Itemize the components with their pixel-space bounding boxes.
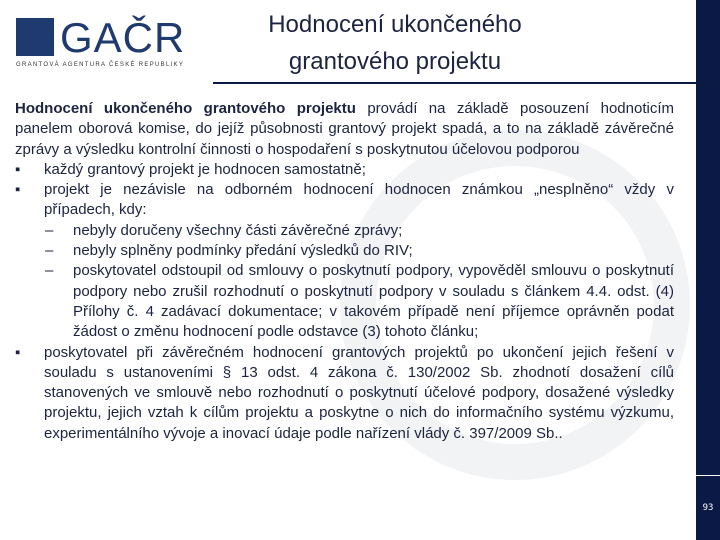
sub-bullet-item: – poskytovatel odstoupil od smlouvy o poskytnutí podpory, vypověděl smlouvu o poskytnutí podpory nebo zrušil rozhodnutí o poskytnutí podpory v souladu s článkem 4.4. odst. (4) Přílohy č. 4 zadávací dokumentace; v takovém případě není příjemce oprávněn podat žádost o změnu hodnocení podle odstavce (3) tohoto článku; [15,261,674,342]
side-bar [696,0,720,540]
bullet-item: ▪ projekt je nezávisle na odborném hodnocení hodnocen známkou „nesplněno“ vždy v případech, kdy: [15,180,674,221]
intro-text: provádí na základě posouzení hodnoticím panelem oborová komise, do jejíž působnosti grantový projekt spadá, a to na základě závěrečné zprávy a výsledku kontrolní činnosti o hospodaření s poskytnutou účelovou podporou [15,100,674,158]
gacr-logo [14,14,184,74]
bullet-item: ▪ každý grantový projekt je hodnocen samostatně; [15,160,674,180]
title-rule [213,82,696,84]
side-bar-divider [696,475,720,476]
sub-bullet-item: – nebyly doručeny všechny části závěrečné zprávy; [15,221,674,241]
page-number: 93 [702,503,714,513]
slide-body [15,99,674,444]
intro-paragraph [15,99,674,160]
logo-emblem-icon [16,18,54,56]
bullet-item: ▪ poskytovatel při závěrečném hodnocení grantových projektů po ukončení jejich řešení v souladu s ustanoveními § 13 odst. 4 zákona č. 130/2002 Sb. zhodnotí dosažení cílů stanovených ve smlouvě nebo rozhodnutí o poskytnutí účelové podpory, dosažené výsledky projektu, jejich vztah k cílům projektu a poskytne o nich do informačního systému výzkumu, experimentálního vývoje a inovací údaje podle nařízení vlády č. 397/2009 Sb.. [15,343,674,444]
logo-name: GAČR [60,14,186,61]
sub-bullet-item: – nebyly splněny podmínky předání výsledků do RIV; [15,241,674,261]
logo-subtitle: GRANTOVÁ AGENTURA ČESKÉ REPUBLIKY [16,62,185,68]
slide-title: Hodnocení ukončeného grantového projektu [268,11,522,75]
intro-bold: Hodnocení ukončeného grantového projektu [15,100,356,117]
